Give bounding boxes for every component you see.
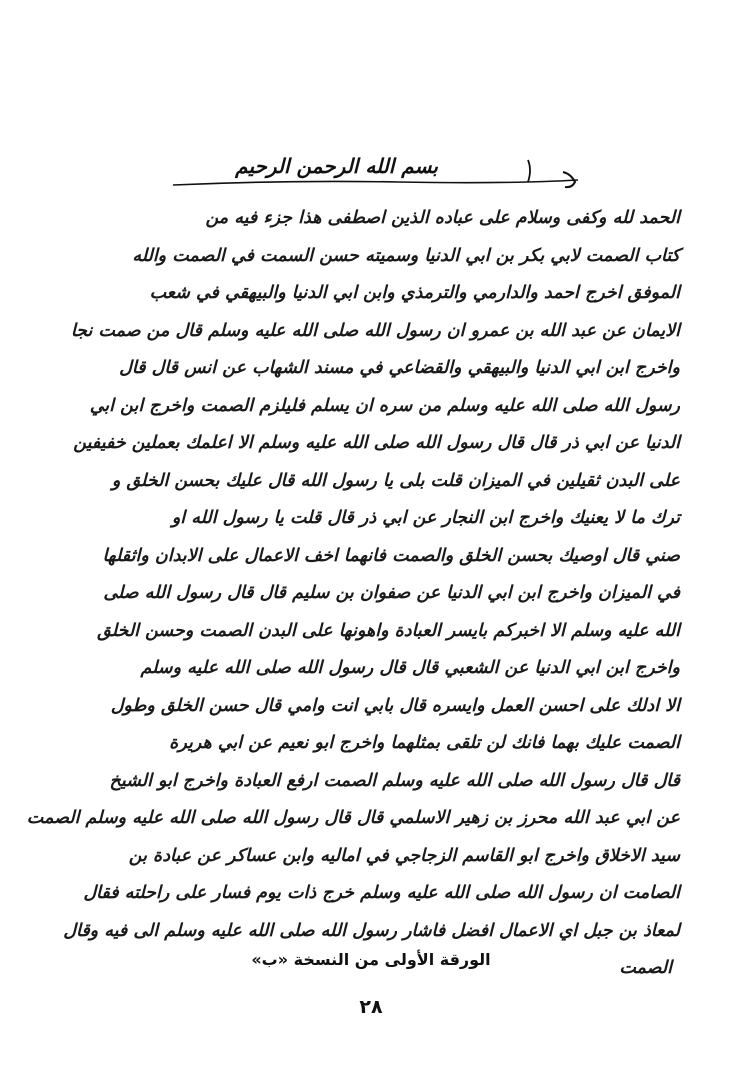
manuscript-line: ترك ما لا يعنيك واخرج ابن النجار عن ابي ذر قال قلت يا رسول الله او <box>171 508 680 528</box>
basmala-text: بسم الله الرحمن الرحيم <box>235 154 438 178</box>
manuscript-line: في الميزان واخرج ابن ابي الدنيا عن صفوان بن سليم قال قال رسول الله صلى <box>103 583 680 603</box>
figure-caption: الورقة الأولى من النسخة «ب» <box>251 950 491 969</box>
manuscript-line: الله عليه وسلم الا اخبركم بايسر العبادة واهونها على البدن الصمت وحسن الخلق <box>97 620 680 641</box>
manuscript-line: الدنيا عن ابي ذر قال قال رسول الله صلى الله عليه وسلم الا اعلمك بعملين خفيفين <box>73 433 680 453</box>
manuscript-line: عن ابي عبد الله محرز بن زهير الاسلمي قال قال رسول الله صلى الله عليه وسلم الصمت <box>26 808 680 828</box>
basmala-header <box>168 152 588 202</box>
manuscript-line: الموفق اخرج احمد والدارمي والترمذي وابن ابي الدنيا والبيهقي في شعب <box>149 283 680 303</box>
manuscript-body <box>26 200 680 988</box>
manuscript-line: على البدن ثقيلين في الميزان قلت بلى يا رسول الله قال عليك بحسن الخلق و <box>111 470 680 491</box>
manuscript-line: صني قال اوصيك بحسن الخلق والصمت فانهما اخف الاعمال على الابدان واثقلها <box>102 545 680 566</box>
manuscript-line: الحمد لله وكفى وسلام على عباده الذين اصطفى هذا جزء فيه من <box>205 208 680 228</box>
manuscript-line: قال قال رسول الله صلى الله عليه وسلم الصمت ارفع العبادة واخرج ابو الشيخ <box>109 770 680 791</box>
manuscript-line: لمعاذ بن جبل اي الاعمال افضل فاشار رسول الله صلى الله عليه وسلم الى فيه وقال <box>63 920 680 941</box>
manuscript-line: الصمت <box>619 958 672 978</box>
manuscript-line: الايمان عن عبد الله بن عمرو ان رسول الله صلى الله عليه وسلم قال من صمت نجا <box>70 320 680 341</box>
manuscript-line: الصامت ان رسول الله صلى الله عليه وسلم خرج ذات يوم فسار على راحلته فقال <box>83 883 680 903</box>
manuscript-line: واخرج ابن ابي الدنيا والبيهقي والقضاعي في مسند الشهاب عن انس قال قال <box>119 358 680 378</box>
manuscript-line: الصمت عليك بهما فانك لن تلقى بمثلهما واخرج ابو نعيم عن ابي هريرة <box>169 733 680 753</box>
page-number: ٢٨ <box>359 996 383 1018</box>
manuscript-line: كتاب الصمت لابي بكر بن ابي الدنيا وسميته حسن السمت في الصمت والله <box>132 245 680 266</box>
manuscript-line: سيد الاخلاق واخرج ابو القاسم الزجاجي في اماليه وابن عساكر عن عبادة بن <box>128 845 680 866</box>
manuscript-line: الا ادلك على احسن العمل وايسره قال بابي انت وامي قال حسن الخلق وطول <box>110 695 680 716</box>
manuscript-line: واخرج ابن ابي الدنيا عن الشعبي قال قال رسول الله صلى الله عليه وسلم <box>140 658 680 678</box>
manuscript-line: رسول الله صلى الله عليه وسلم من سره ان يسلم فليلزم الصمت واخرج ابن ابي <box>89 395 680 416</box>
